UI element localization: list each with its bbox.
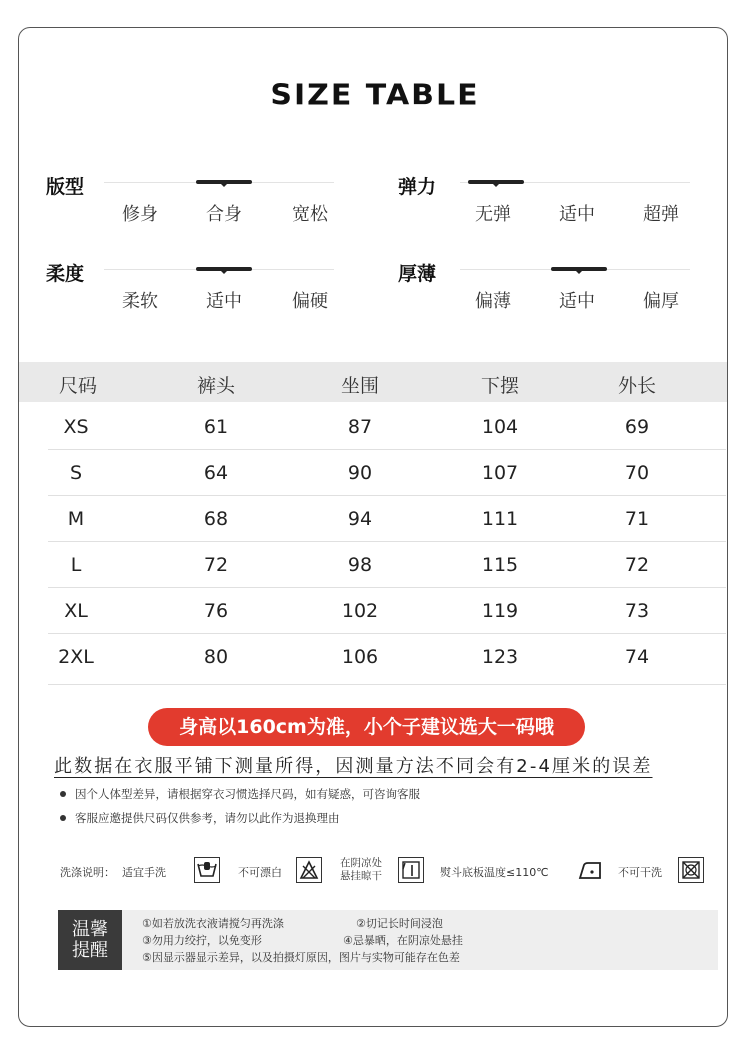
reminder-label-line1: 温馨 [72,919,108,940]
reminder-label [58,910,122,970]
cell-size: M [67,508,85,530]
stretch-selected-marker [468,180,524,184]
hand-wash-icon [194,857,220,883]
row-divider [48,541,726,542]
softness-selected-marker [196,267,252,271]
cell-hip: 102 [341,600,379,622]
bullet-item [60,810,340,826]
cell-waist: 64 [203,462,229,484]
header-length: 外长 [617,375,656,397]
header-hem: 下摆 [480,375,519,397]
reminder-item: ④忌暴晒，在阴凉处悬挂 [343,934,463,947]
cell-size: XS [63,416,89,438]
cell-hem: 115 [481,554,519,576]
reminder-item: ②切记长时间浸泡 [356,917,443,930]
care-line-dry-line1: 在阴凉处 [340,857,382,869]
iron-low-icon [578,857,604,883]
cell-length: 74 [624,646,650,668]
thickness-option-1: 偏薄 [475,291,511,312]
reminder-panel [58,910,718,970]
height-notice-badge: 身高以160cm为准，小个子建议选大一码哦 [148,708,585,746]
cell-size: L [70,554,82,576]
care-iron-text: 熨斗底板温度≤110℃ [440,866,549,879]
bullet-text: 因个人体型差异，请根据穿衣习惯选择尺码，如有疑惑，可咨询客服 [75,787,420,801]
no-dry-clean-icon [678,857,704,883]
reminder-item: ③勿用力绞拧，以免变形 [142,934,262,947]
line-dry-shade-icon [398,857,424,883]
bullet-dot-icon [60,815,66,821]
row-divider [48,587,726,588]
cell-length: 73 [624,600,650,622]
bullet-text: 客服应邀提供尺码仅供参考，请勿以此作为退换理由 [75,811,340,825]
cell-hem: 111 [481,508,519,530]
cell-hip: 98 [347,554,373,576]
cell-waist: 72 [203,554,229,576]
fit-label: 版型 [46,176,85,198]
stretch-option-2: 适中 [559,204,595,225]
softness-option-2: 适中 [206,291,242,312]
cell-hip: 94 [347,508,373,530]
cell-waist: 80 [203,646,229,668]
cell-hem: 104 [481,416,519,438]
care-hand-wash-text: 适宜手洗 [122,866,166,879]
cell-waist: 68 [203,508,229,530]
thickness-label: 厚薄 [398,263,437,285]
care-line-dry-line2: 悬挂晾干 [340,870,382,882]
cell-size: XL [64,600,88,622]
cell-hem: 123 [481,646,519,668]
stretch-option-1: 无弹 [475,204,511,225]
cell-hem: 107 [481,462,519,484]
bullet-dot-icon [60,791,66,797]
row-divider [48,495,726,496]
cell-hem: 119 [481,600,519,622]
reminder-label-line2: 提醒 [72,940,108,961]
reminder-item: ⑤因显示器显示差异，以及拍摄灯原因，图片与实物可能存在色差 [142,951,460,964]
thickness-selected-marker [551,267,607,271]
cell-length: 70 [624,462,650,484]
cell-length: 72 [624,554,650,576]
row-divider [48,633,726,634]
softness-option-1: 柔软 [122,291,158,312]
header-waist: 裤头 [196,375,235,397]
fit-option-1: 修身 [122,204,158,225]
cell-waist: 61 [203,416,229,438]
cell-size: S [69,462,83,484]
care-no-dry-clean-text: 不可干洗 [618,866,662,879]
cell-hip: 90 [347,462,373,484]
fit-option-3: 宽松 [292,204,328,225]
stretch-option-3: 超弹 [643,204,679,225]
page-title: SIZE TABLE [270,78,480,113]
measurement-note: 此数据在衣服平铺下测量所得，因测量方法不同会有2-4厘米的误差 [54,756,653,777]
softness-label: 柔度 [46,263,85,285]
cell-size: 2XL [58,646,94,668]
thickness-option-2: 适中 [559,291,595,312]
header-hip: 坐围 [340,375,379,397]
fit-option-2: 合身 [206,204,242,225]
no-bleach-icon [296,857,322,883]
cell-length: 71 [624,508,650,530]
softness-option-3: 偏硬 [292,291,328,312]
row-divider [48,684,726,685]
thickness-option-3: 偏厚 [643,291,679,312]
cell-length: 69 [624,416,650,438]
care-no-bleach-text: 不可漂白 [238,866,282,879]
cell-waist: 76 [203,600,229,622]
header-size: 尺码 [58,375,97,397]
fit-selected-marker [196,180,252,184]
row-divider [48,449,726,450]
cell-hip: 87 [347,416,373,438]
cell-hip: 106 [341,646,379,668]
reminder-item: ①如若放洗衣液请搅匀再洗涤 [142,917,284,930]
care-line-dry-text [340,857,382,883]
stretch-label: 弹力 [398,176,437,198]
bullet-item [60,786,420,802]
care-label: 洗涤说明： [60,866,115,879]
